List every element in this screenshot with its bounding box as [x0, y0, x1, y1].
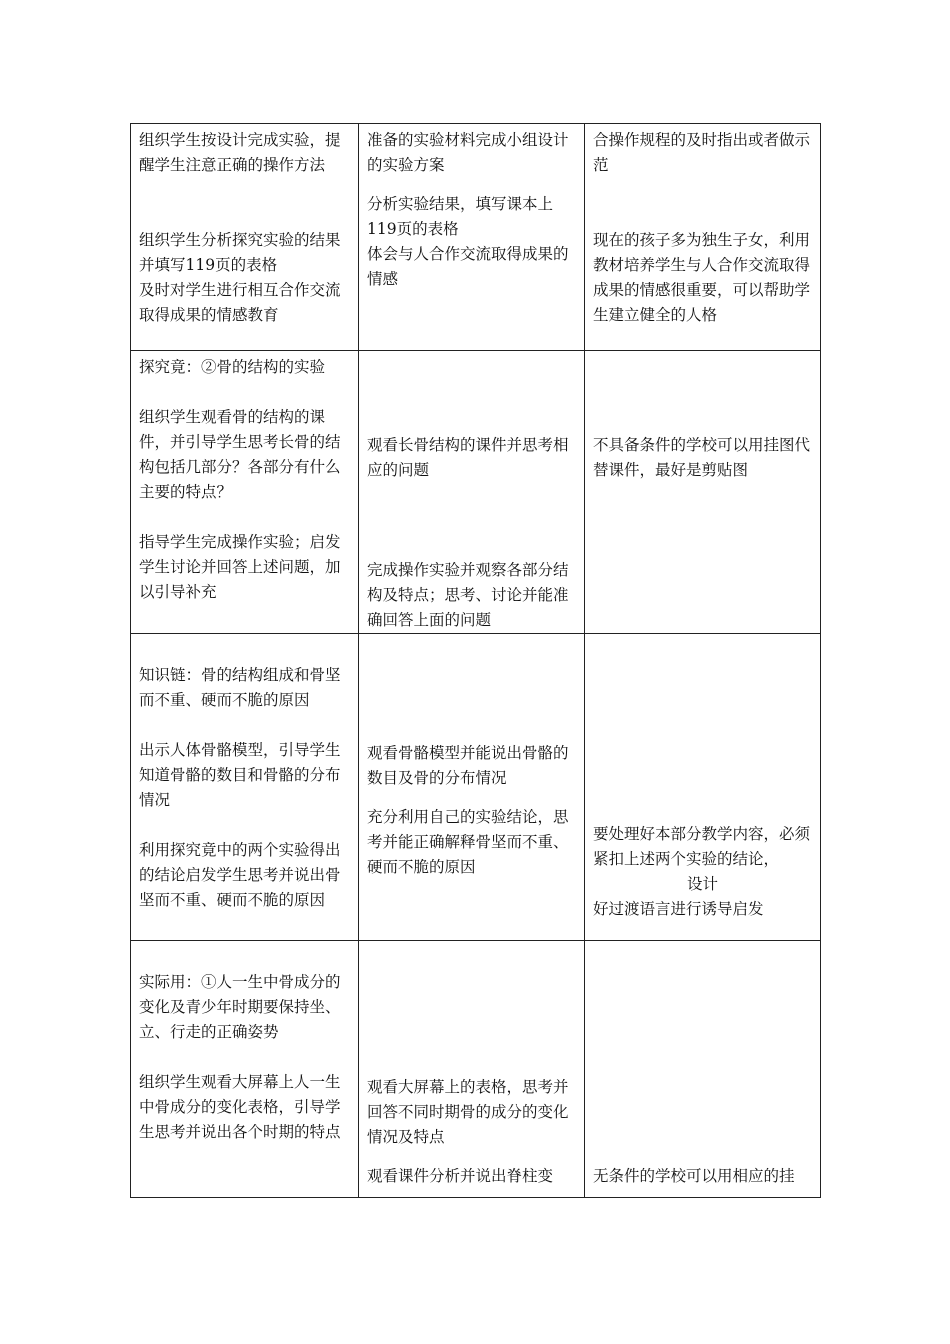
table-row: [131, 351, 821, 634]
cell-text: 出示人体骨骼模型，引导学生知道骨骼的数目和骨骼的分布情况: [139, 741, 341, 809]
cell-text: 指导学生完成操作实验；启发学生讨论并回答上述问题，加以引导补充: [139, 533, 341, 601]
design-intent-cell: [585, 124, 821, 351]
cell-text: 准备的实验材料完成小组设计的实验方案: [367, 131, 569, 174]
cell-text: 观看长骨结构的课件并思考相应的问题: [367, 436, 569, 479]
cell-text: 设计: [686, 875, 718, 893]
cell-text: 不具备条件的学校可以用挂图代替课件，最好是剪贴图: [593, 436, 811, 479]
lesson-plan-table: [130, 123, 821, 1198]
cell-text: 要处理好本部分教学内容，必须紧扣上述两个实验的结论，: [593, 825, 811, 868]
cell-text: 好过渡语言进行诱导启发: [593, 900, 764, 918]
cell-text: 完成操作实验并观察各部分结构及特点；思考、讨论并能准确回答上面的问题: [367, 561, 569, 629]
teacher-activity-cell: [131, 634, 359, 941]
cell-text: 利用探究竟中的两个实验得出的结论启发学生思考并说出骨坚而不重、硬而不脆的原因: [139, 841, 341, 909]
cell-text: 现在的孩子多为独生子女，利用教材培养学生与人合作交流取得成果的情感很重要，可以帮助学生建立健全的人格: [593, 231, 811, 324]
cell-text: 及时对学生进行相互合作交流取得成果的情感教育: [139, 281, 341, 324]
cell-text: 知识链：骨的结构组成和骨坚而不重、硬而不脆的原因: [139, 666, 341, 709]
table-row: [131, 124, 821, 351]
student-activity-cell: [359, 941, 585, 1198]
design-intent-cell: [585, 351, 821, 634]
design-intent-cell: [585, 634, 821, 941]
cell-text: 合操作规程的及时指出或者做示范: [593, 131, 811, 174]
cell-text: 观看课件分析并说出脊柱变: [367, 1167, 554, 1185]
cell-text: 观看大屏幕上的表格，思考并回答不同时期骨的成分的变化情况及特点: [367, 1078, 569, 1146]
cell-text: 实际用：①人一生中骨成分的变化及青少年时期要保持坐、立、行走的正确姿势: [139, 973, 341, 1041]
cell-text: 体会与人合作交流取得成果的情感: [367, 245, 569, 288]
cell-text: 组织学生分析探究实验的结果并填写119页的表格: [139, 231, 341, 274]
teacher-activity-cell: [131, 124, 359, 351]
cell-text: 组织学生观看骨的结构的课件，并引导学生思考长骨的结构包括几部分？各部分有什么主要的特点？: [139, 408, 341, 501]
cell-text: 组织学生按设计完成实验，提醒学生注意正确的操作方法: [139, 131, 341, 174]
student-activity-cell: [359, 634, 585, 941]
student-activity-cell: [359, 351, 585, 634]
cell-text: 组织学生观看大屏幕上人一生中骨成分的变化表格，引导学生思考并说出各个时期的特点: [139, 1073, 341, 1141]
cell-text: 无条件的学校可以用相应的挂: [593, 1167, 795, 1185]
table-row: [131, 634, 821, 941]
cell-text: 探究竟：②骨的结构的实验: [139, 358, 326, 376]
cell-text: 充分利用自己的实验结论，思考并能正确解释骨坚而不重、硬而不脆的原因: [367, 808, 569, 876]
student-activity-cell: [359, 124, 585, 351]
cell-text: 分析实验结果，填写课本上119页的表格: [367, 195, 554, 238]
design-intent-cell: [585, 941, 821, 1198]
lesson-plan-table-container: [130, 123, 820, 1195]
cell-text: 观看骨骼模型并能说出骨骼的数目及骨的分布情况: [367, 744, 569, 787]
teacher-activity-cell: [131, 351, 359, 634]
table-row: [131, 941, 821, 1198]
teacher-activity-cell: [131, 941, 359, 1198]
